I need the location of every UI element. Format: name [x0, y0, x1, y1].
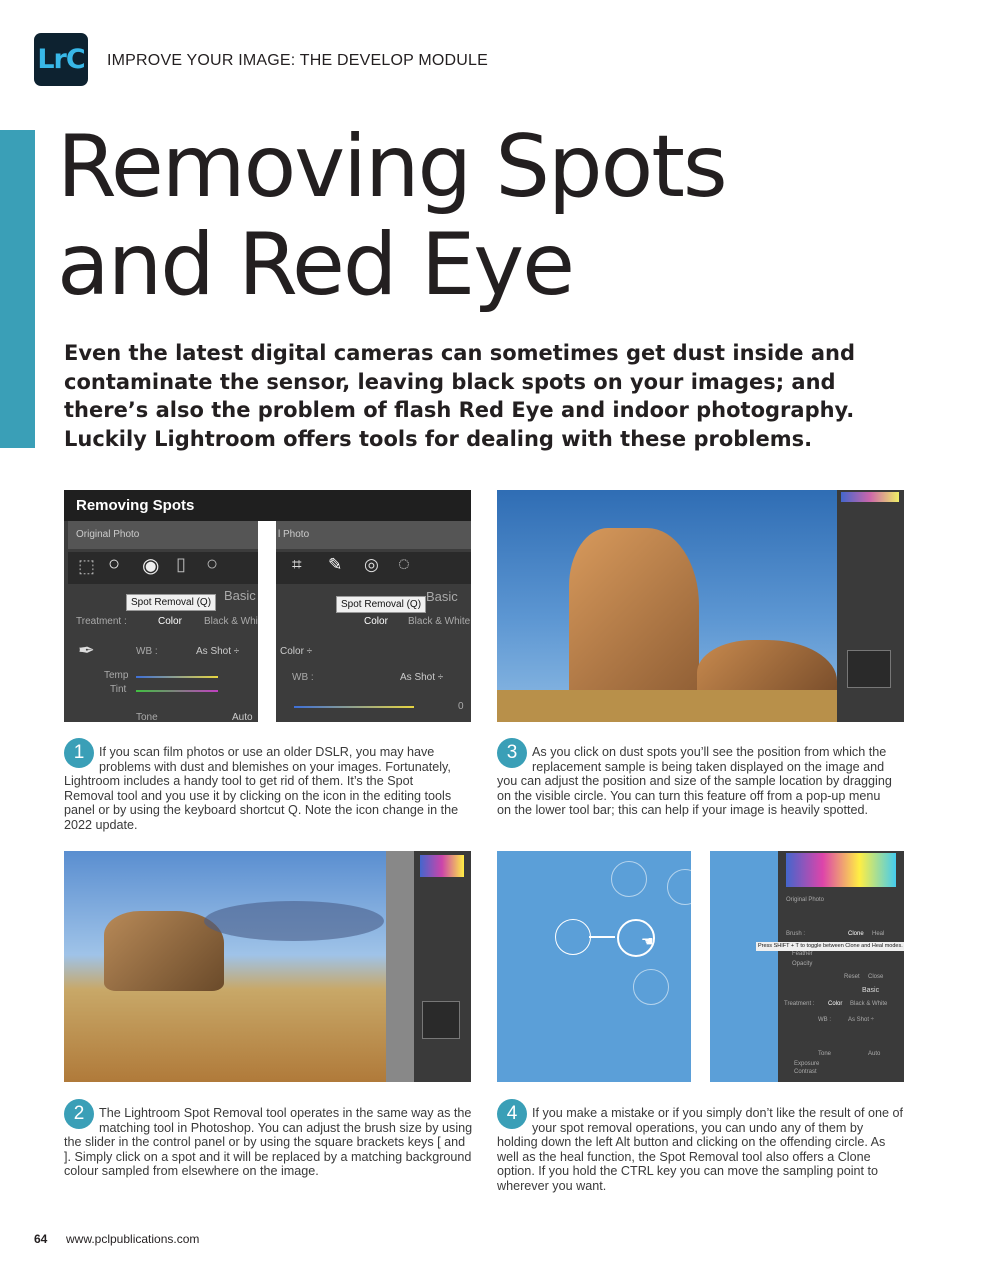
spot-circle[interactable] — [611, 861, 647, 897]
title-line-1: Removing Spots — [57, 117, 726, 217]
clone-option[interactable]: Clone — [848, 931, 864, 937]
spot-circle[interactable] — [633, 969, 669, 1005]
feather-label: Feather — [792, 951, 813, 957]
screenshot-sky-circles — [497, 851, 691, 1082]
caption-step-2 — [64, 1103, 474, 1179]
basic-label-left: Basic — [224, 588, 256, 603]
wb-label-3: WB : — [818, 1017, 831, 1023]
caption-step-1 — [64, 742, 464, 833]
eyedropper-icon[interactable]: ✒ — [78, 640, 95, 662]
screenshot-rock-spots — [497, 490, 904, 722]
screenshot-heal-panel — [710, 851, 904, 1082]
panel-title-bar — [64, 490, 471, 521]
caption-text-2: The Lightroom Spot Removal tool operates in the same way as the matching tool in Photoshop. You can adjust the brush size by using the slider in the control panel or by using the square brackets keys [ and ]. Simply click on a spot and it will be replaced by a matching background colour sampled from elsewhere on the image. — [64, 1106, 473, 1179]
source-circle[interactable] — [555, 919, 591, 955]
grass-foreground — [497, 690, 837, 722]
red-eye-correction-icon[interactable]: ◎ — [364, 555, 379, 574]
heal-option[interactable]: Heal — [872, 931, 885, 937]
caption-text-1: If you scan film photos or use an older DSLR, you may have problems with dust and blemishes on your images. Fortunately, Lightroom includes a handy tool to get rid of them. It’s the Spot Removal tool and you use it by clicking on the icon in the editing tools panel or by using the keyboard shortcut Q. Note the icon change in the 2022 update. — [64, 745, 459, 832]
treatment-label-3: Treatment : — [784, 1001, 815, 1007]
page-number: 64 — [34, 1232, 48, 1246]
radial-filter-icon[interactable]: ○ — [206, 553, 219, 575]
treatment-label: Treatment : — [76, 616, 127, 627]
clone-heal-tooltip: Press SHIFT + T to toggle between Clone and Heal modes. — [756, 942, 904, 951]
original-photo-bar-right — [276, 521, 471, 549]
step-number-1: 1 — [64, 738, 94, 768]
tone-label-3: Tone — [818, 1051, 832, 1057]
auto-button[interactable]: Auto — [232, 712, 253, 722]
auto-button-3[interactable]: Auto — [868, 1051, 881, 1057]
original-photo-bar — [68, 521, 258, 549]
hand-cursor-icon: ☚ — [641, 933, 654, 949]
temp-label: Temp — [104, 670, 129, 681]
crop-grid-icon[interactable]: ⬚ — [78, 556, 96, 576]
reset-button[interactable]: Reset — [844, 974, 860, 980]
masking-icon[interactable]: ◌ — [398, 553, 410, 575]
tint-slider[interactable] — [136, 690, 218, 692]
caption-step-3 — [497, 742, 897, 818]
spot-removal-icon[interactable]: ○ — [108, 553, 121, 575]
title-line-2: and Red Eye — [57, 215, 574, 315]
crop-icon[interactable]: ⌗ — [292, 555, 302, 574]
step-number-4: 4 — [497, 1099, 527, 1129]
tone-curve — [847, 650, 891, 688]
basic-label-3: Basic — [862, 987, 880, 994]
intro-paragraph: Even the latest digital cameras can sometimes get dust inside and contaminate the sensor, leaving black spots on your images; and there’s also the problem of flash Red Eye and indoor photography. Luckily Lightroom offers tools for dealing with these problems. — [64, 341, 855, 451]
brush-label: Brush : — [786, 931, 806, 937]
close-button[interactable]: Close — [868, 974, 884, 980]
section-label: IMPROVE YOUR IMAGE: THE DEVELOP MODULE — [107, 52, 489, 69]
histogram-3 — [786, 853, 896, 887]
exposure-label: Exposure — [794, 1061, 820, 1067]
cloud — [204, 901, 384, 941]
color-option-right[interactable]: Color — [364, 616, 388, 627]
tone-label: Tone — [136, 712, 158, 722]
red-eye-icon[interactable]: ◉ — [142, 555, 160, 577]
caption-text-4: If you make a mistake or if you simply don’t like the result of one of your spot removal operations, you can undo any of them by holding down the left Alt button and clicking on the offending circle. As well as the heal function, the Spot Removal tool also offers a Clone option. If you hold the CTRL key you can move the sampling point to wherever you want. — [497, 1106, 903, 1193]
lrc-logo: LrC — [34, 33, 88, 86]
wb-label: WB : — [136, 646, 158, 657]
footer-url[interactable]: www.pclpublications.com — [66, 1232, 200, 1246]
screenshot-landscape — [64, 851, 471, 1082]
step-number-3: 3 — [497, 738, 527, 768]
wb-select-3[interactable]: As Shot ÷ — [848, 1017, 874, 1023]
sample-arrow — [589, 936, 615, 938]
caption-step-4 — [497, 1103, 907, 1194]
contrast-label: Contrast — [794, 1069, 817, 1075]
panel-gap — [386, 851, 414, 1082]
bw-option-left[interactable]: Black & Whi — [204, 616, 258, 627]
spot-circle[interactable] — [667, 869, 691, 905]
temp-slider-right[interactable] — [294, 706, 414, 708]
wb-label-right: WB : — [292, 672, 314, 683]
color-select[interactable]: Color ÷ — [280, 646, 313, 657]
opacity-label: Opacity — [792, 961, 813, 967]
develop-panel-3 — [778, 851, 904, 1082]
step-number-2: 2 — [64, 1099, 94, 1129]
tooltip-spot-removal-right: Spot Removal (Q) — [336, 596, 426, 613]
basic-label-right: Basic — [426, 589, 458, 604]
tooltip-spot-removal-left: Spot Removal (Q) — [126, 594, 216, 611]
page-title — [57, 118, 957, 314]
temp-value: 0 — [458, 701, 464, 712]
tone-curve-2 — [422, 1001, 460, 1039]
color-option-left[interactable]: Color — [158, 616, 182, 627]
graduated-filter-icon[interactable]: ▯ — [176, 554, 186, 574]
develop-panel-2 — [414, 851, 471, 1082]
original-photo-label: Original Photo — [76, 529, 140, 540]
original-photo-label-3: Original Photo — [786, 897, 825, 903]
tint-label: Tint — [110, 684, 127, 695]
healing-bandage-icon[interactable]: ✎ — [328, 555, 343, 574]
accent-bar — [0, 130, 35, 448]
tool-strip-right — [276, 552, 471, 584]
wb-select[interactable]: As Shot ÷ — [196, 646, 240, 657]
screenshot-spot-removal-panel — [64, 490, 471, 722]
color-option-3[interactable]: Color — [828, 1001, 843, 1007]
histogram-2 — [420, 855, 464, 877]
split-divider — [258, 521, 276, 722]
original-photo-label-right: l Photo — [278, 529, 310, 540]
develop-panel — [837, 490, 904, 722]
bw-option-right[interactable]: Black & White — [408, 616, 471, 627]
histogram — [841, 492, 899, 502]
caption-text-3: As you click on dust spots you’ll see the position from which the replacement sample is being taken displayed on the image and you can adjust the position and size of the sample location by dragging on the visible circle. You can turn this feature off from a pop-up menu on the lower tool bar; this can help if your image is heavily spotted. — [497, 745, 892, 818]
temp-slider[interactable] — [136, 676, 218, 678]
wb-select-right[interactable]: As Shot ÷ — [400, 672, 444, 683]
panel-title: Removing Spots — [76, 497, 195, 514]
bw-option-3[interactable]: Black & White — [850, 1001, 888, 1007]
tool-strip-left — [68, 552, 258, 584]
